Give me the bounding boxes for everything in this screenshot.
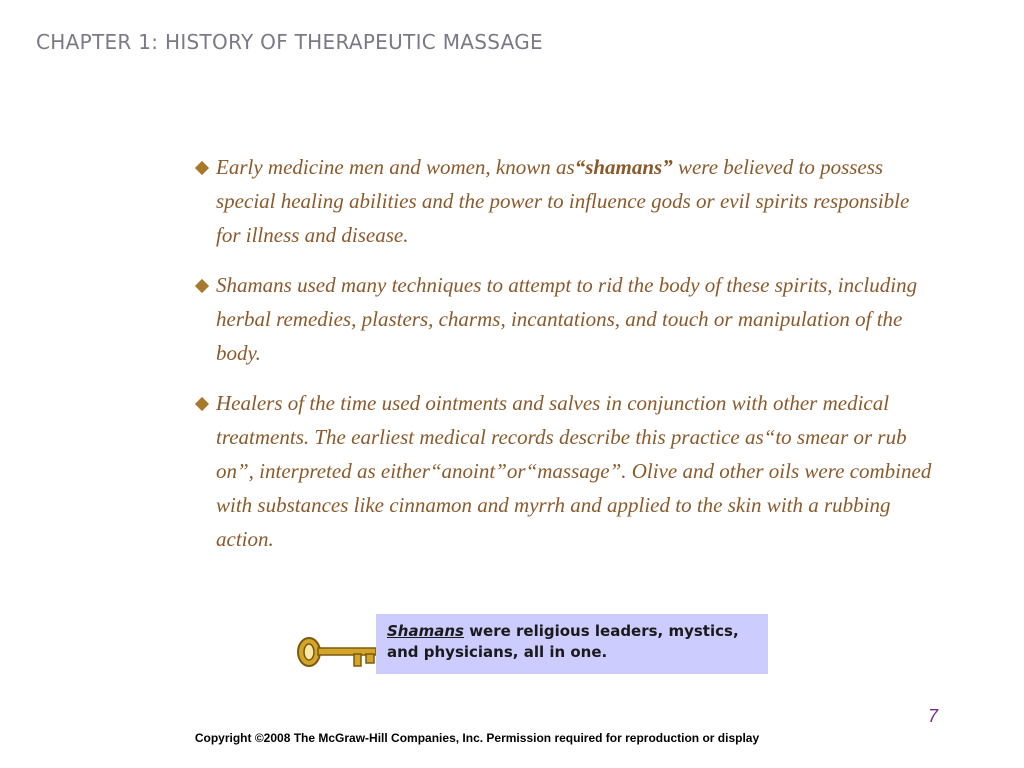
diamond-bullet-icon xyxy=(195,161,209,175)
bullet-item xyxy=(196,386,936,556)
bullet-text: Shamans used many techniques to attempt to rid the body of these spirits, including herbal remedies, plasters, charms, incantations, and touch or manipulation of the body. xyxy=(216,273,918,365)
key-icon xyxy=(296,634,380,670)
bullet-text: Healers of the time used ointments and salves in conjunction with other medical treatments. The earliest medical records describe this practice as“to smear or rub on”, interpreted as either“anoint”or“massage”. Olive and other oils were combined with substances like cinnamon and myrrh and applied to the skin with a rubbing action. xyxy=(216,391,932,551)
shamans-term: “shamans” xyxy=(574,155,673,179)
page-number: 7 xyxy=(927,706,938,726)
bullet-list xyxy=(196,150,936,572)
diamond-bullet-icon xyxy=(195,397,209,411)
bullet-item xyxy=(196,150,936,252)
bullet-item xyxy=(196,268,936,370)
callout-text: were religious leaders, mystics, and physicians, all in one. xyxy=(387,622,739,661)
bullet-text-end: were believed to possess special healing abilities and the power to influence gods or evil spirits responsible for illness and disease. xyxy=(216,155,910,247)
callout-term: Shamans xyxy=(387,622,464,640)
copyright-notice: Copyright ©2008 The McGraw-Hill Companies, Inc. Permission required for reproduction or display xyxy=(194,731,760,745)
callout-box xyxy=(376,614,768,674)
bullet-text-start: Early medicine men and women, known as xyxy=(216,155,575,179)
chapter-title: CHAPTER 1: HISTORY OF THERAPEUTIC MASSAGE xyxy=(36,30,543,54)
diamond-bullet-icon xyxy=(195,279,209,293)
